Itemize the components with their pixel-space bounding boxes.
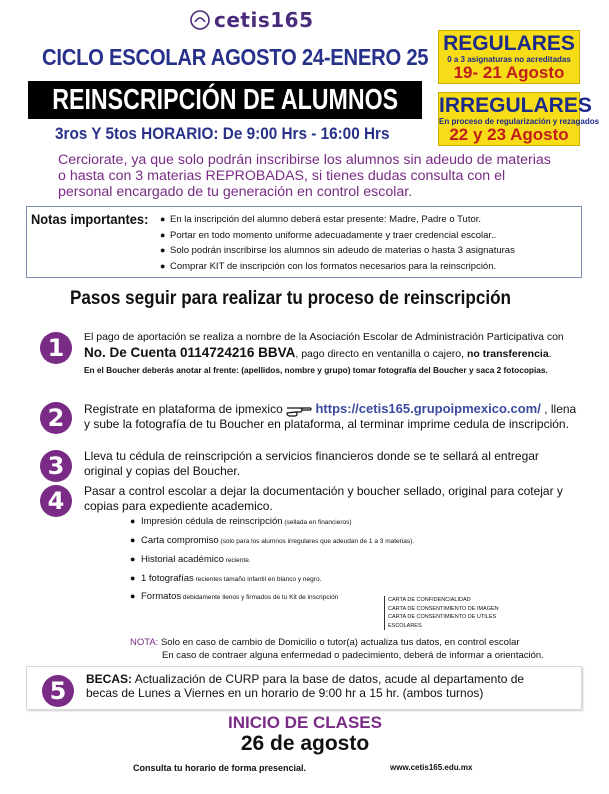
note-label: NOTA: xyxy=(130,637,159,648)
list-item: CARTA DE CONFIDENCIALIDAD xyxy=(388,597,471,603)
logo-text: cetis165 xyxy=(214,8,314,32)
note-block xyxy=(130,636,600,662)
requirement-detail: debidamente llenos y firmados de tu Kit de inscripción xyxy=(181,594,339,601)
step-1-part-b: , pago directo en ventanilla o cajero, xyxy=(295,348,467,360)
list-item xyxy=(130,516,352,527)
step-4-text: Pasar a control escolar a dejar la documentación y boucher sellado, original para cotejar y copias para expediente academico. xyxy=(84,484,563,513)
step-number-2: 2 xyxy=(40,402,72,434)
school-logo xyxy=(190,8,314,32)
list-item: CARTA DE CONSENTIMIENTO DE IMAGEN xyxy=(388,605,499,612)
list-item: ● Solo podrán inscribirse los alumnos sin adeudo de materias o hasta 3 asignaturas xyxy=(160,243,570,259)
notes-list xyxy=(160,212,570,274)
logo-icon xyxy=(190,10,210,30)
platform-link[interactable]: https://cetis165.grupoipmexico.com/ xyxy=(315,401,541,416)
note-line-2: En caso de contraer alguna enfermedad o padecimiento, deberá de informar a orientación. xyxy=(162,650,544,661)
step-number-4: 4 xyxy=(40,485,72,517)
requirement-main: Formatos xyxy=(141,591,182,602)
becas-detail: Actualización de CURP para la base de datos, acude al departamento de becas de Lunes a Viernes en un horario de 9:00 hr a 15 hr. (ambos turnos) xyxy=(86,672,525,700)
list-item xyxy=(130,573,321,584)
step-1-part-c: . xyxy=(548,348,552,360)
requirement-main: Impresión cédula de reinscripción xyxy=(141,516,283,527)
becas-label: BECAS: xyxy=(86,672,133,686)
bank-account: No. De Cuenta 0114724216 BBVA xyxy=(84,345,296,360)
list-item xyxy=(130,554,251,565)
schedule-line: 3ros Y 5tos HORARIO: De 9:00 Hrs - 16:00 Hrs xyxy=(55,124,390,143)
list-item: ● Portar en todo momento uniforme adecuadamente y traer credencial escolar.. xyxy=(160,228,570,244)
classes-start-date: 26 de agosto xyxy=(240,732,370,755)
note-line-1: Solo en caso de cambio de Domicilio o tutor(a) actualiza tus datos, en control escolar xyxy=(158,637,520,648)
step-2-part-a: Registrate en plataforma de ipmexico xyxy=(84,402,283,416)
requirement-detail: (sellada en financieros) xyxy=(282,519,352,526)
requirement-detail: recientes tamaño infantil en blanco y negro. xyxy=(193,576,322,583)
list-item: CARTA DE CONSENTIMIENTO DE UTILES ESCOLARES xyxy=(388,614,497,629)
schedule-note: Consulta tu horario de forma presencial. xyxy=(133,763,307,773)
step-number-3: 3 xyxy=(40,450,72,482)
step-1-text xyxy=(84,330,564,376)
website-link[interactable]: www.cetis165.edu.mx xyxy=(390,763,473,772)
requirement-detail: (solo para los alumnos irregulares que adeudan de 1 a 3 materias). xyxy=(218,538,415,545)
list-item xyxy=(130,591,338,602)
requirement-main: Historial académico xyxy=(141,554,224,565)
regulares-subtitle: 0 a 3 asignaturas no acreditadas xyxy=(447,55,571,64)
step-2-part-b: , llena y sube la fotografía de tu Boucher en plataforma, al terminar imprime cedula de inscripción. xyxy=(84,402,577,431)
step-1-note: En el Boucher deberás anotar al frente: (apellidos, nombre y grupo) tomar fotografía del Boucher y saca 2 fotocopias. xyxy=(84,365,548,375)
banner-title: REINSCRIPCIÓN DE ALUMNOS xyxy=(52,83,398,116)
no-transfer: no transferencia xyxy=(466,348,549,360)
list-item: ● En la inscripción del alumno deberá estar presente: Madre, Padre o Tutor. xyxy=(160,212,570,228)
requirement-detail: reciente. xyxy=(223,557,251,564)
school-cycle-title: CICLO ESCOLAR AGOSTO 24-ENERO 25 xyxy=(42,44,429,70)
classes-start-title: INICIO DE CLASES xyxy=(228,713,382,732)
requirement-main: 1 fotografías xyxy=(141,573,194,584)
regulares-dates: 19- 21 Agosto xyxy=(453,63,565,82)
notes-title: Notas importantes: xyxy=(31,211,149,227)
list-item: ● Comprar KIT de inscripción con los formatos necesarios para la reinscripción. xyxy=(160,259,570,275)
step-2-text xyxy=(84,401,584,432)
irregulares-box xyxy=(438,92,600,146)
pointing-hand-icon xyxy=(286,403,312,417)
step-3-text: Lleva tu cédula de reinscripción a servicios financieros donde se te sellará al entregar original y copias del Boucher. xyxy=(84,449,539,478)
regulares-box xyxy=(438,30,580,84)
becas-text xyxy=(86,672,556,700)
step-number-1: 1 xyxy=(40,332,72,364)
steps-heading: Pasos seguir para realizar tu proceso de reinscripción xyxy=(70,288,511,309)
regulares-title: REGULARES xyxy=(443,32,575,55)
intro-paragraph: Cerciorate, ya que solo podrán inscribirse los alumnos sin adeudo de materias o hasta con 3 materias REPROBADAS, si tienes dudas consulta con el personal encargado de tu generación en control escolar. xyxy=(58,152,551,200)
step-1-part-a: El pago de aportación se realiza a nombre de la Asociación Escolar de Administración Participativa con xyxy=(84,331,564,343)
list-item xyxy=(130,535,414,546)
irregulares-dates: 22 y 23 Agosto xyxy=(449,125,569,144)
step-number-5: 5 xyxy=(42,675,74,707)
irregulares-title: IRREGULARES xyxy=(439,94,592,117)
irregulares-subtitle: En proceso de regularización y rezagados xyxy=(439,117,600,126)
requirement-main: Carta compromiso xyxy=(141,535,219,546)
forms-list xyxy=(384,596,524,630)
main-banner xyxy=(28,81,422,119)
